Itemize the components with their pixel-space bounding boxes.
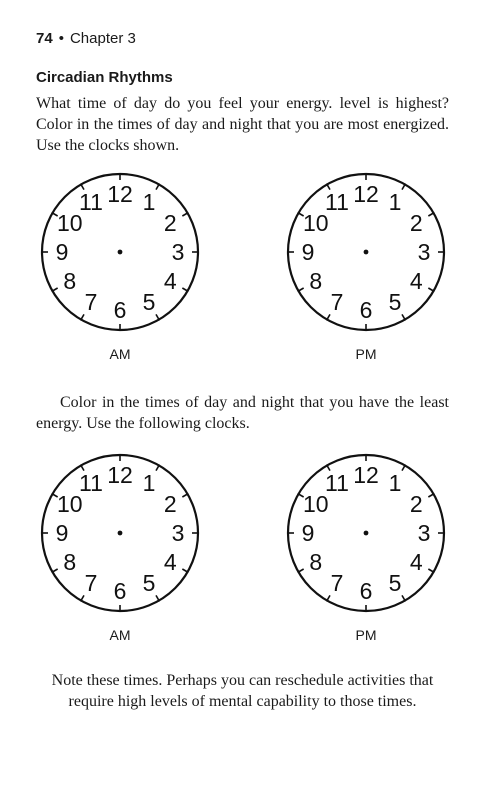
clock-numeral: 8 bbox=[309, 549, 323, 575]
paragraph-note: Note these times. Perhaps you can reschedule activities that require high levels of mental capability to those times. bbox=[51, 672, 434, 710]
clock-numeral: 6 bbox=[359, 578, 373, 604]
clock-numeral: 7 bbox=[84, 289, 98, 316]
clock-am-least-energy[interactable] bbox=[35, 448, 205, 618]
clock-numeral: 10 bbox=[302, 210, 329, 236]
clock-numeral: 4 bbox=[409, 549, 423, 575]
chapter-label: Chapter 3 bbox=[69, 30, 136, 47]
pm-label: PM bbox=[355, 346, 377, 362]
clock-numeral: 10 bbox=[56, 210, 83, 236]
clock-numeral: 8 bbox=[309, 268, 323, 294]
page-number: 74 bbox=[36, 30, 53, 47]
clock-numeral: 11 bbox=[79, 469, 103, 496]
clock-numeral: 6 bbox=[113, 297, 127, 323]
clock-numeral: 9 bbox=[55, 239, 69, 265]
clock-numeral: 3 bbox=[417, 239, 431, 265]
clock-pm-least-energy[interactable] bbox=[281, 448, 451, 618]
header-bullet: • bbox=[58, 30, 64, 47]
section-title: Circadian Rhythms bbox=[36, 69, 173, 86]
clock-numeral: 1 bbox=[142, 469, 156, 496]
clock-numeral: 6 bbox=[359, 297, 373, 323]
clock-numeral: 11 bbox=[79, 188, 103, 215]
clock-numeral: 3 bbox=[171, 239, 185, 265]
clock-numeral: 3 bbox=[417, 520, 431, 546]
clock-numeral: 5 bbox=[388, 570, 402, 597]
pm-label: PM bbox=[355, 627, 377, 643]
clock-numeral: 12 bbox=[107, 462, 133, 488]
clock-center-dot bbox=[364, 531, 369, 536]
clock-numeral: 12 bbox=[353, 462, 379, 488]
clock-numeral: 9 bbox=[55, 520, 69, 546]
clock-center-dot bbox=[364, 250, 369, 255]
clock-face bbox=[35, 167, 205, 337]
clock-numeral: 4 bbox=[163, 268, 177, 294]
clock-numeral: 6 bbox=[113, 578, 127, 604]
clock-numeral: 7 bbox=[84, 570, 98, 597]
paragraph-most-energy: What time of day do you feel your energy. level is highest? Color in the times of day and night that you are most energized. Use the clocks shown. bbox=[36, 95, 449, 154]
clock-numeral: 11 bbox=[325, 469, 349, 496]
clock-numeral: 10 bbox=[56, 491, 83, 517]
clock-numeral: 11 bbox=[325, 188, 349, 215]
clock-numeral: 2 bbox=[163, 491, 177, 517]
am-label: AM bbox=[109, 627, 131, 643]
running-header bbox=[36, 30, 136, 47]
clock-numeral: 5 bbox=[142, 570, 156, 597]
clock-numeral: 9 bbox=[301, 239, 315, 265]
clock-numeral: 7 bbox=[330, 289, 344, 316]
clock-numeral: 5 bbox=[142, 289, 156, 316]
paragraph-least-energy: Color in the times of day and night that you have the least energy. Use the following clocks. bbox=[36, 394, 449, 432]
clock-numeral: 9 bbox=[301, 520, 315, 546]
clock-face bbox=[35, 448, 205, 618]
clock-numeral: 1 bbox=[388, 469, 402, 496]
clock-numeral: 12 bbox=[353, 181, 379, 207]
clock-numeral: 10 bbox=[302, 491, 329, 517]
clock-center-dot bbox=[118, 531, 123, 536]
clock-numeral: 3 bbox=[171, 520, 185, 546]
clock-center-dot bbox=[118, 250, 123, 255]
clock-am-most-energy[interactable] bbox=[35, 167, 205, 337]
clock-numeral: 1 bbox=[142, 188, 156, 215]
clock-face bbox=[281, 448, 451, 618]
clock-face bbox=[281, 167, 451, 337]
clock-numeral: 8 bbox=[63, 268, 77, 294]
clock-numeral: 1 bbox=[388, 188, 402, 215]
clock-numeral: 4 bbox=[409, 268, 423, 294]
am-label: AM bbox=[109, 346, 131, 362]
clock-numeral: 2 bbox=[409, 210, 423, 236]
clock-numeral: 7 bbox=[330, 570, 344, 597]
clock-numeral: 2 bbox=[409, 491, 423, 517]
clock-numeral: 5 bbox=[388, 289, 402, 316]
clock-numeral: 4 bbox=[163, 549, 177, 575]
clock-numeral: 12 bbox=[107, 181, 133, 207]
clock-numeral: 2 bbox=[163, 210, 177, 236]
clock-numeral: 8 bbox=[63, 549, 77, 575]
clock-pm-most-energy[interactable] bbox=[281, 167, 451, 337]
